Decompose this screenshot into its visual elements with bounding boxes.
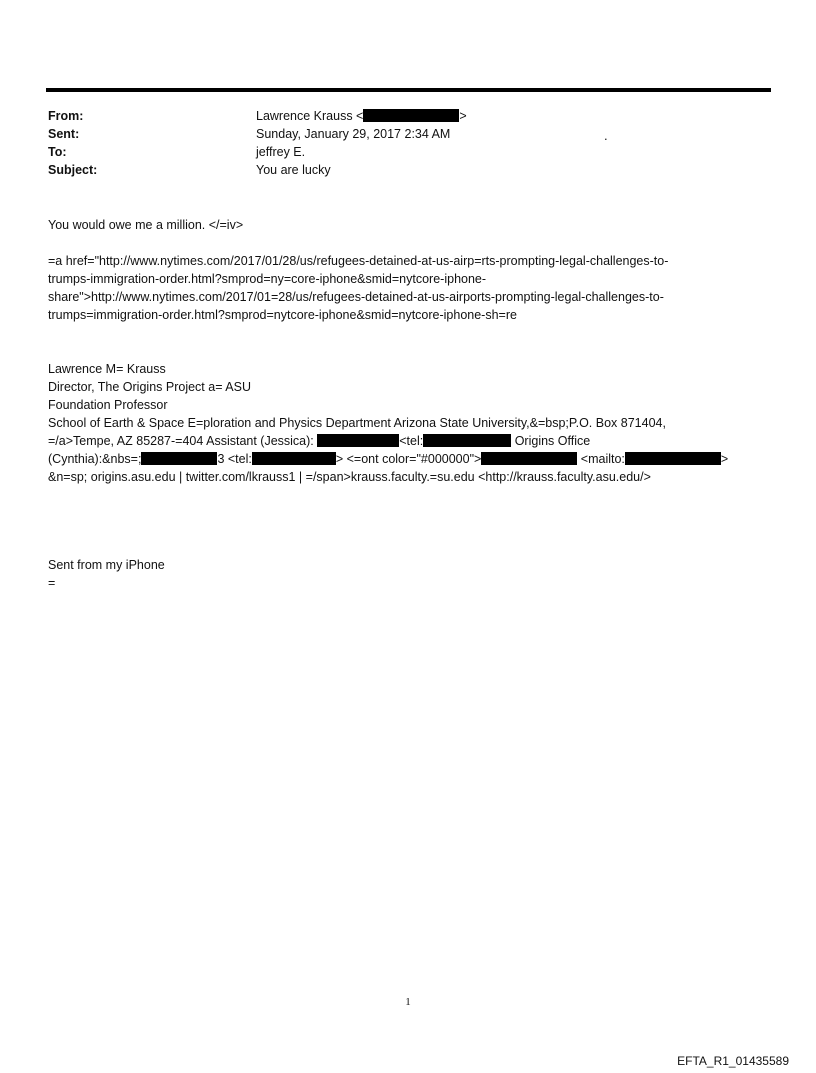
sig-role: Foundation Professor — [48, 398, 168, 412]
sent-value: Sunday, January 29, 2017 2:34 AM — [256, 127, 451, 141]
sig-title: Director, The Origins Project a= ASU — [48, 380, 251, 394]
sig-address: =/a>Tempe, AZ 85287-=404 Assistant (Jessica): <tel: Origins Office — [48, 434, 591, 448]
subject-value: You are lucky — [256, 163, 331, 177]
from-value: Lawrence Krauss < > — [256, 109, 467, 123]
to-value: jeffrey E. — [256, 145, 306, 159]
link-line: trumps-immigration-order.html?smprod=ny=core-iphone&smid=nytcore-iphone- — [48, 272, 487, 286]
sig-name: Lawrence M= Krauss — [48, 362, 166, 376]
message-body — [48, 216, 778, 234]
sig-links: &n=sp; origins.asu.edu | twitter.com/lkrauss1 | =/span>krauss.faculty.=su.edu <http://krauss.faculty.asu.edu/> — [48, 470, 651, 484]
signature-block — [48, 360, 778, 486]
sent-from-block — [48, 556, 778, 592]
sent-from: Sent from my iPhone — [48, 558, 165, 572]
header-rule — [46, 88, 771, 92]
sig-school: School of Earth & Space E=ploration and Physics Department Arizona State University,&=bsp;P.O. Box 871404, — [48, 416, 666, 430]
from-label: From: — [48, 109, 84, 123]
redaction-bar — [141, 452, 217, 465]
document-id: EFTA_R1_01435589 — [677, 1054, 789, 1068]
redaction-bar — [317, 434, 399, 447]
link-line: share">http://www.nytimes.com/2017/01=28/us/refugees-detained-at-us-airports-prompting-legal-challenges-to- — [48, 290, 664, 304]
redaction-bar — [363, 109, 459, 122]
stray-mark: . — [604, 128, 608, 143]
sent-label: Sent: — [48, 127, 80, 141]
link-line: =a href="http://www.nytimes.com/2017/01/28/us/refugees-detained-at-us-airp=rts-prompting-legal-challenges-to- — [48, 254, 669, 268]
trailing-eq: = — [48, 576, 56, 590]
redaction-bar — [423, 434, 511, 447]
page-number: 1 — [405, 996, 411, 1008]
redaction-bar — [252, 452, 336, 465]
redaction-bar — [625, 452, 721, 465]
link-block — [48, 252, 778, 324]
sig-contact: (Cynthia):&nbs=; 3 <tel: > <=ont color="#000000"> <mailto: > — [48, 452, 729, 466]
to-label: To: — [48, 145, 67, 159]
subject-label: Subject: — [48, 163, 98, 177]
body-line: You would owe me a million. </=iv> — [48, 218, 244, 232]
link-line: trumps=immigration-order.html?smprod=nytcore-iphone&smid=nytcore-iphone-sh=re — [48, 308, 517, 322]
redaction-bar — [481, 452, 577, 465]
